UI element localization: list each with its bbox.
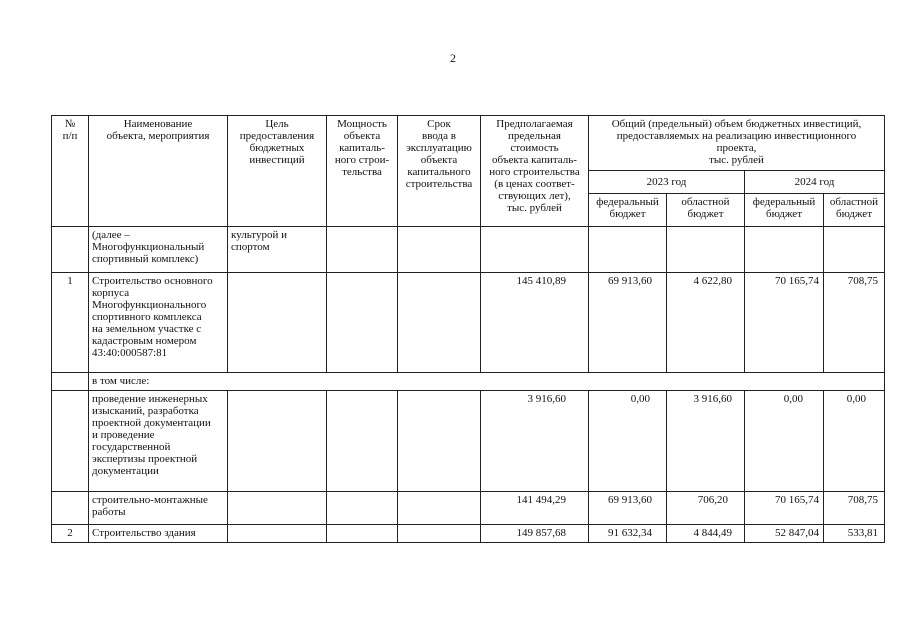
row-term [398,227,481,273]
row-cost: 141 494,29 [481,492,589,525]
row-object-name: проведение инженерных изысканий, разработка проектной документации и проведение государственной экспертизы проектной документации [89,391,228,492]
row-regional-2024: 533,81 [824,525,885,543]
header-total-investment: Общий (предельный) объем бюджетных инвестиций, предоставляемых на реализацию инвестиционного проекта, тыс. рублей [589,116,885,171]
row-cost: 145 410,89 [481,273,589,373]
row-federal-2024 [745,227,824,273]
row-federal-2023: 0,00 [589,391,667,492]
header-number: № п/п [52,116,89,227]
header-regional-budget-2024: областной бюджет [824,194,885,227]
row-number: 1 [52,273,89,373]
row-object-name: Строительство основного корпуса Многофункционального спортивного комплекса на земельном участке с кадастровым номером 43:40:000587:81 [89,273,228,373]
row-goal: культурой и спортом [228,227,327,273]
row-object-name: строительно-монтажные работы [89,492,228,525]
row-goal [228,273,327,373]
table-row [52,227,885,273]
table-body [52,227,885,543]
row-capacity [327,227,398,273]
row-term [398,525,481,543]
row-capacity [327,273,398,373]
header-capacity: Мощность объекта капиталь- ного строи- тельства [327,116,398,227]
row-federal-2023: 69 913,60 [589,492,667,525]
header-investment-goal: Цель предоставления бюджетных инвестиций [228,116,327,227]
row-regional-2023: 3 916,60 [667,391,745,492]
header-federal-budget-2023: федеральный бюджет [589,194,667,227]
row-federal-2023 [589,227,667,273]
header-commission-term: Срок ввода в эксплуатацию объекта капитального строительства [398,116,481,227]
row-number [52,227,89,273]
header-estimated-cost: Предполагаемая предельная стоимость объекта капиталь- ного строительства (в ценах соответ- ствующих лет), тыс. рублей [481,116,589,227]
table-header [52,116,885,227]
row-regional-2024: 708,75 [824,273,885,373]
table-row [52,525,885,543]
header-regional-budget-2023: областной бюджет [667,194,745,227]
row-number [52,391,89,492]
row-goal [228,525,327,543]
row-regional-2023: 4 622,80 [667,273,745,373]
row-number [52,492,89,525]
row-federal-2023: 69 913,60 [589,273,667,373]
table-row [52,492,885,525]
page-number: 2 [450,51,456,65]
row-federal-2024: 70 165,74 [745,273,824,373]
row-regional-2024: 708,75 [824,492,885,525]
row-capacity [327,391,398,492]
row-regional-2024 [824,227,885,273]
row-federal-2024: 0,00 [745,391,824,492]
header-federal-budget-2024: федеральный бюджет [745,194,824,227]
row-cost [481,227,589,273]
header-year-2023: 2023 год [589,171,745,194]
row-regional-2024: 0,00 [824,391,885,492]
row-capacity [327,525,398,543]
header-object-name: Наименование объекта, мероприятия [89,116,228,227]
row-object-name: (далее – Многофункциональный спортивный комплекс) [89,227,228,273]
row-regional-2023: 706,20 [667,492,745,525]
row-object-name: в том числе: [89,373,885,391]
row-object-name: Строительство здания [89,525,228,543]
row-cost: 3 916,60 [481,391,589,492]
row-cost: 149 857,68 [481,525,589,543]
row-federal-2024: 52 847,04 [745,525,824,543]
row-goal [228,492,327,525]
row-goal [228,391,327,492]
row-federal-2024: 70 165,74 [745,492,824,525]
row-number [52,373,89,391]
header-year-2024: 2024 год [745,171,885,194]
table-row [52,373,885,391]
row-number: 2 [52,525,89,543]
row-term [398,391,481,492]
table-row [52,273,885,373]
row-capacity [327,492,398,525]
row-term [398,273,481,373]
row-federal-2023: 91 632,34 [589,525,667,543]
table-row [52,391,885,492]
row-term [398,492,481,525]
row-regional-2023: 4 844,49 [667,525,745,543]
budget-investment-table [51,115,885,543]
row-regional-2023 [667,227,745,273]
